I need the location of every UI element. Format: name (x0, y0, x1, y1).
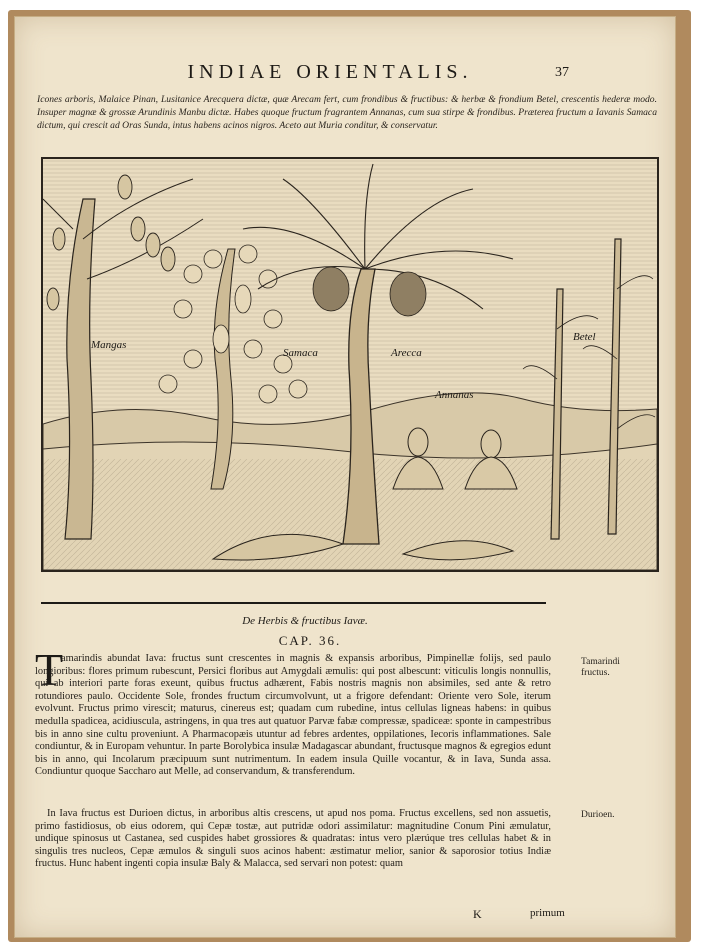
drop-cap: T (35, 644, 64, 695)
engraving-illustration (41, 157, 659, 572)
body-paragraph-tamarind: amarindis abundat Iava: fructus sunt crescentes in magnis & expansis arboribus, Pimpinellæ folijs, sed paulo longioribus: flores primum rubescunt, Persici floribus aut Amygdali æmulis: qui post albescunt: viticulis longis nonnullis, qui ab interiori parte foras exeunt, quibus fructus adhærent, Fabis nostris magnis non absimiles, sed ante & retro rotundiores paulo. Occidente Sole, frondes fructum circumvolvunt, ut a frigore defendant: Oriente vero Sole, iterum evolvunt. Fructus primo virescit; maturus, cinereus est; quadam cum rubedine, intus cellulas ligneas habens: in quibus medulla spadicea, acidiuscula, astringens, in qua tres aut quatuor Parvæ fabæ compressæ, spadiceæ: sponte in campestribus bis in anno sine cultu proveniunt. A Pharmacopæis utuntur ad febres ardentes, oppilationes, Iecoris inflammationes. Sale condiuntur, & in Europam vehuntur. In parte Borolybica insulæ Madagascar abundant, fructusque magnos & egregios edunt bis in anno, qui Incolarum præcipuum sunt nutrimentum. In eadem insula Quille vocantur, & in Iava, Sunda assa. Condiuntur quoque Saccharo aut Melle, ad conservandum, & transferendum. (35, 653, 551, 778)
chapter-heading: CAP. 36. (278, 633, 342, 648)
section-title: De Herbis & fructibus Iavæ. (242, 615, 368, 627)
engraving-artwork (43, 159, 657, 570)
label-samaca: Samaca (283, 347, 318, 359)
book-page (14, 16, 676, 938)
label-mangas: Mangas (91, 339, 127, 351)
running-header-title: INDIAE ORIENTALIS. (187, 61, 473, 83)
margin-note-tamarindi: Tamarindi fructus. (581, 657, 620, 678)
label-betel: Betel (573, 331, 596, 343)
signature-mark: K (473, 907, 482, 921)
section-divider (41, 602, 546, 604)
page-number: 37 (555, 65, 569, 80)
label-arecca: Arecca (391, 347, 422, 359)
book-cover-edge (8, 10, 691, 942)
margin-note-durioen: Durioen. (581, 810, 615, 820)
engraving-caption: Icones arboris, Malaice Pinan, Lusitanice Arecquera dictæ, quæ Arecam fert, cum frondibus & fructibus: & herbæ & frondium Betel, crescentis hederæ modo. Insuper magnæ & grossæ Arundinis Manbu dictæ. Habes quoque fructum fragrantem Annanas, cum sua stirpe & frondibus. Præterea fructum a Iavanis Samaca dictum, qui crescit ad Oras Sunda, intus habens acinos nigros. Aceto aut Muria conditur, & conservatur. (37, 94, 657, 131)
label-annanas: Annanas (435, 389, 474, 401)
catchword: primum (530, 907, 565, 919)
body-paragraph-durian: In Iava fructus est Durioen dictus, in arboribus altis crescens, ut apud nos poma. Fructus excellens, sed non assuetis, primo fastidiosus, ob eius odorem, qui Cepæ tostæ, aut putridæ odori assimilatur: magnitudine Conum Pini æmulatur, undique spinosus ut Castanea, sed cuspides habet grossiores & quadratas: intus vero plærúque tres cellulas habet & in singulis tres nucleos, Cepæ æmulos & singuli suos acinos habent: æstimatur melior, sanior & saporosior totius Indiæ fructus. Hunc habent ingenti copia insulæ Baly & Malacca, sed servari non potest: quam (35, 808, 551, 870)
